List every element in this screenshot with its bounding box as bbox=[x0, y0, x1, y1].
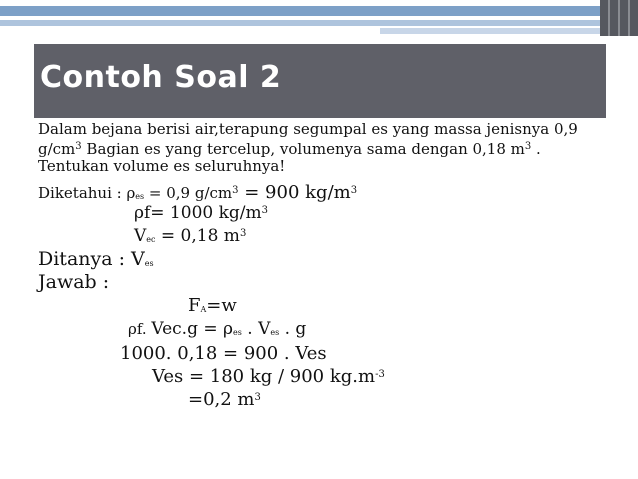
subscript: es bbox=[135, 192, 145, 201]
problem-statement bbox=[38, 121, 608, 175]
top-decoration bbox=[0, 0, 638, 36]
superscript: 3 bbox=[254, 392, 261, 403]
equation-text: Vec.g = bbox=[151, 319, 224, 339]
superscript: -3 bbox=[375, 369, 385, 380]
decor-block bbox=[600, 0, 638, 36]
superscript: 3 bbox=[261, 205, 269, 216]
rho-f-line bbox=[134, 203, 268, 223]
value-text: V bbox=[134, 226, 147, 246]
subscript: A bbox=[200, 305, 207, 314]
decor-stripe bbox=[618, 0, 620, 36]
diketahui-label: Diketahui : ρ bbox=[38, 184, 136, 202]
value-text: = 0,9 g/cm bbox=[144, 184, 233, 202]
decor-bar bbox=[0, 20, 600, 26]
equation-line bbox=[188, 295, 237, 316]
equation-line bbox=[188, 389, 261, 410]
subscript: ec bbox=[146, 235, 156, 244]
equation-line bbox=[152, 366, 385, 387]
problem-text: Bagian es yang tercelup, volumenya sama dengan 0,18 m bbox=[81, 140, 525, 158]
slide-title: Contoh Soal 2 bbox=[40, 60, 282, 95]
decor-stripe bbox=[628, 0, 630, 36]
decor-bar bbox=[380, 28, 600, 34]
jawab-label: Jawab : bbox=[38, 271, 110, 293]
equation-text: F bbox=[188, 295, 201, 316]
subscript: es bbox=[270, 328, 280, 337]
diketahui-line bbox=[38, 182, 357, 203]
superscript: 3 bbox=[239, 228, 247, 239]
superscript: 3 bbox=[232, 185, 239, 196]
superscript: 3 bbox=[75, 141, 82, 152]
equation-text: ρf. bbox=[128, 320, 152, 338]
equation-text: ρ bbox=[223, 319, 234, 339]
superscript: 3 bbox=[524, 141, 532, 152]
equation-text: Ves = 180 kg / 900 kg.m bbox=[152, 366, 376, 387]
equation-text: . V bbox=[241, 319, 271, 339]
vec-line bbox=[134, 226, 246, 246]
value-text: = 900 kg/m bbox=[238, 182, 351, 203]
problem-text: Dalam bejana berisi air,terapung segumpal es yang massa jenisnya 0,9 g/cm bbox=[38, 120, 578, 158]
equation-text: =w bbox=[206, 295, 237, 316]
ditanya-label: Ditanya : V bbox=[38, 248, 145, 270]
value-text: = 0,18 m bbox=[155, 226, 240, 246]
equation-line bbox=[128, 319, 306, 339]
decor-bar bbox=[0, 6, 600, 16]
equation-text: . g bbox=[279, 319, 307, 339]
problem-text: . Tentukan volume es seluruhnya! bbox=[38, 140, 541, 175]
subscript: es bbox=[144, 259, 154, 268]
superscript: 3 bbox=[350, 185, 358, 196]
title-bar bbox=[34, 44, 606, 118]
decor-stripe bbox=[608, 0, 610, 36]
ditanya-line bbox=[38, 248, 154, 270]
equation-text: =0,2 m bbox=[188, 389, 255, 410]
subscript: es bbox=[233, 328, 242, 337]
value-text: ρf= 1000 kg/m bbox=[134, 203, 262, 223]
equation-line: 1000. 0,18 = 900 . Ves bbox=[120, 343, 327, 364]
